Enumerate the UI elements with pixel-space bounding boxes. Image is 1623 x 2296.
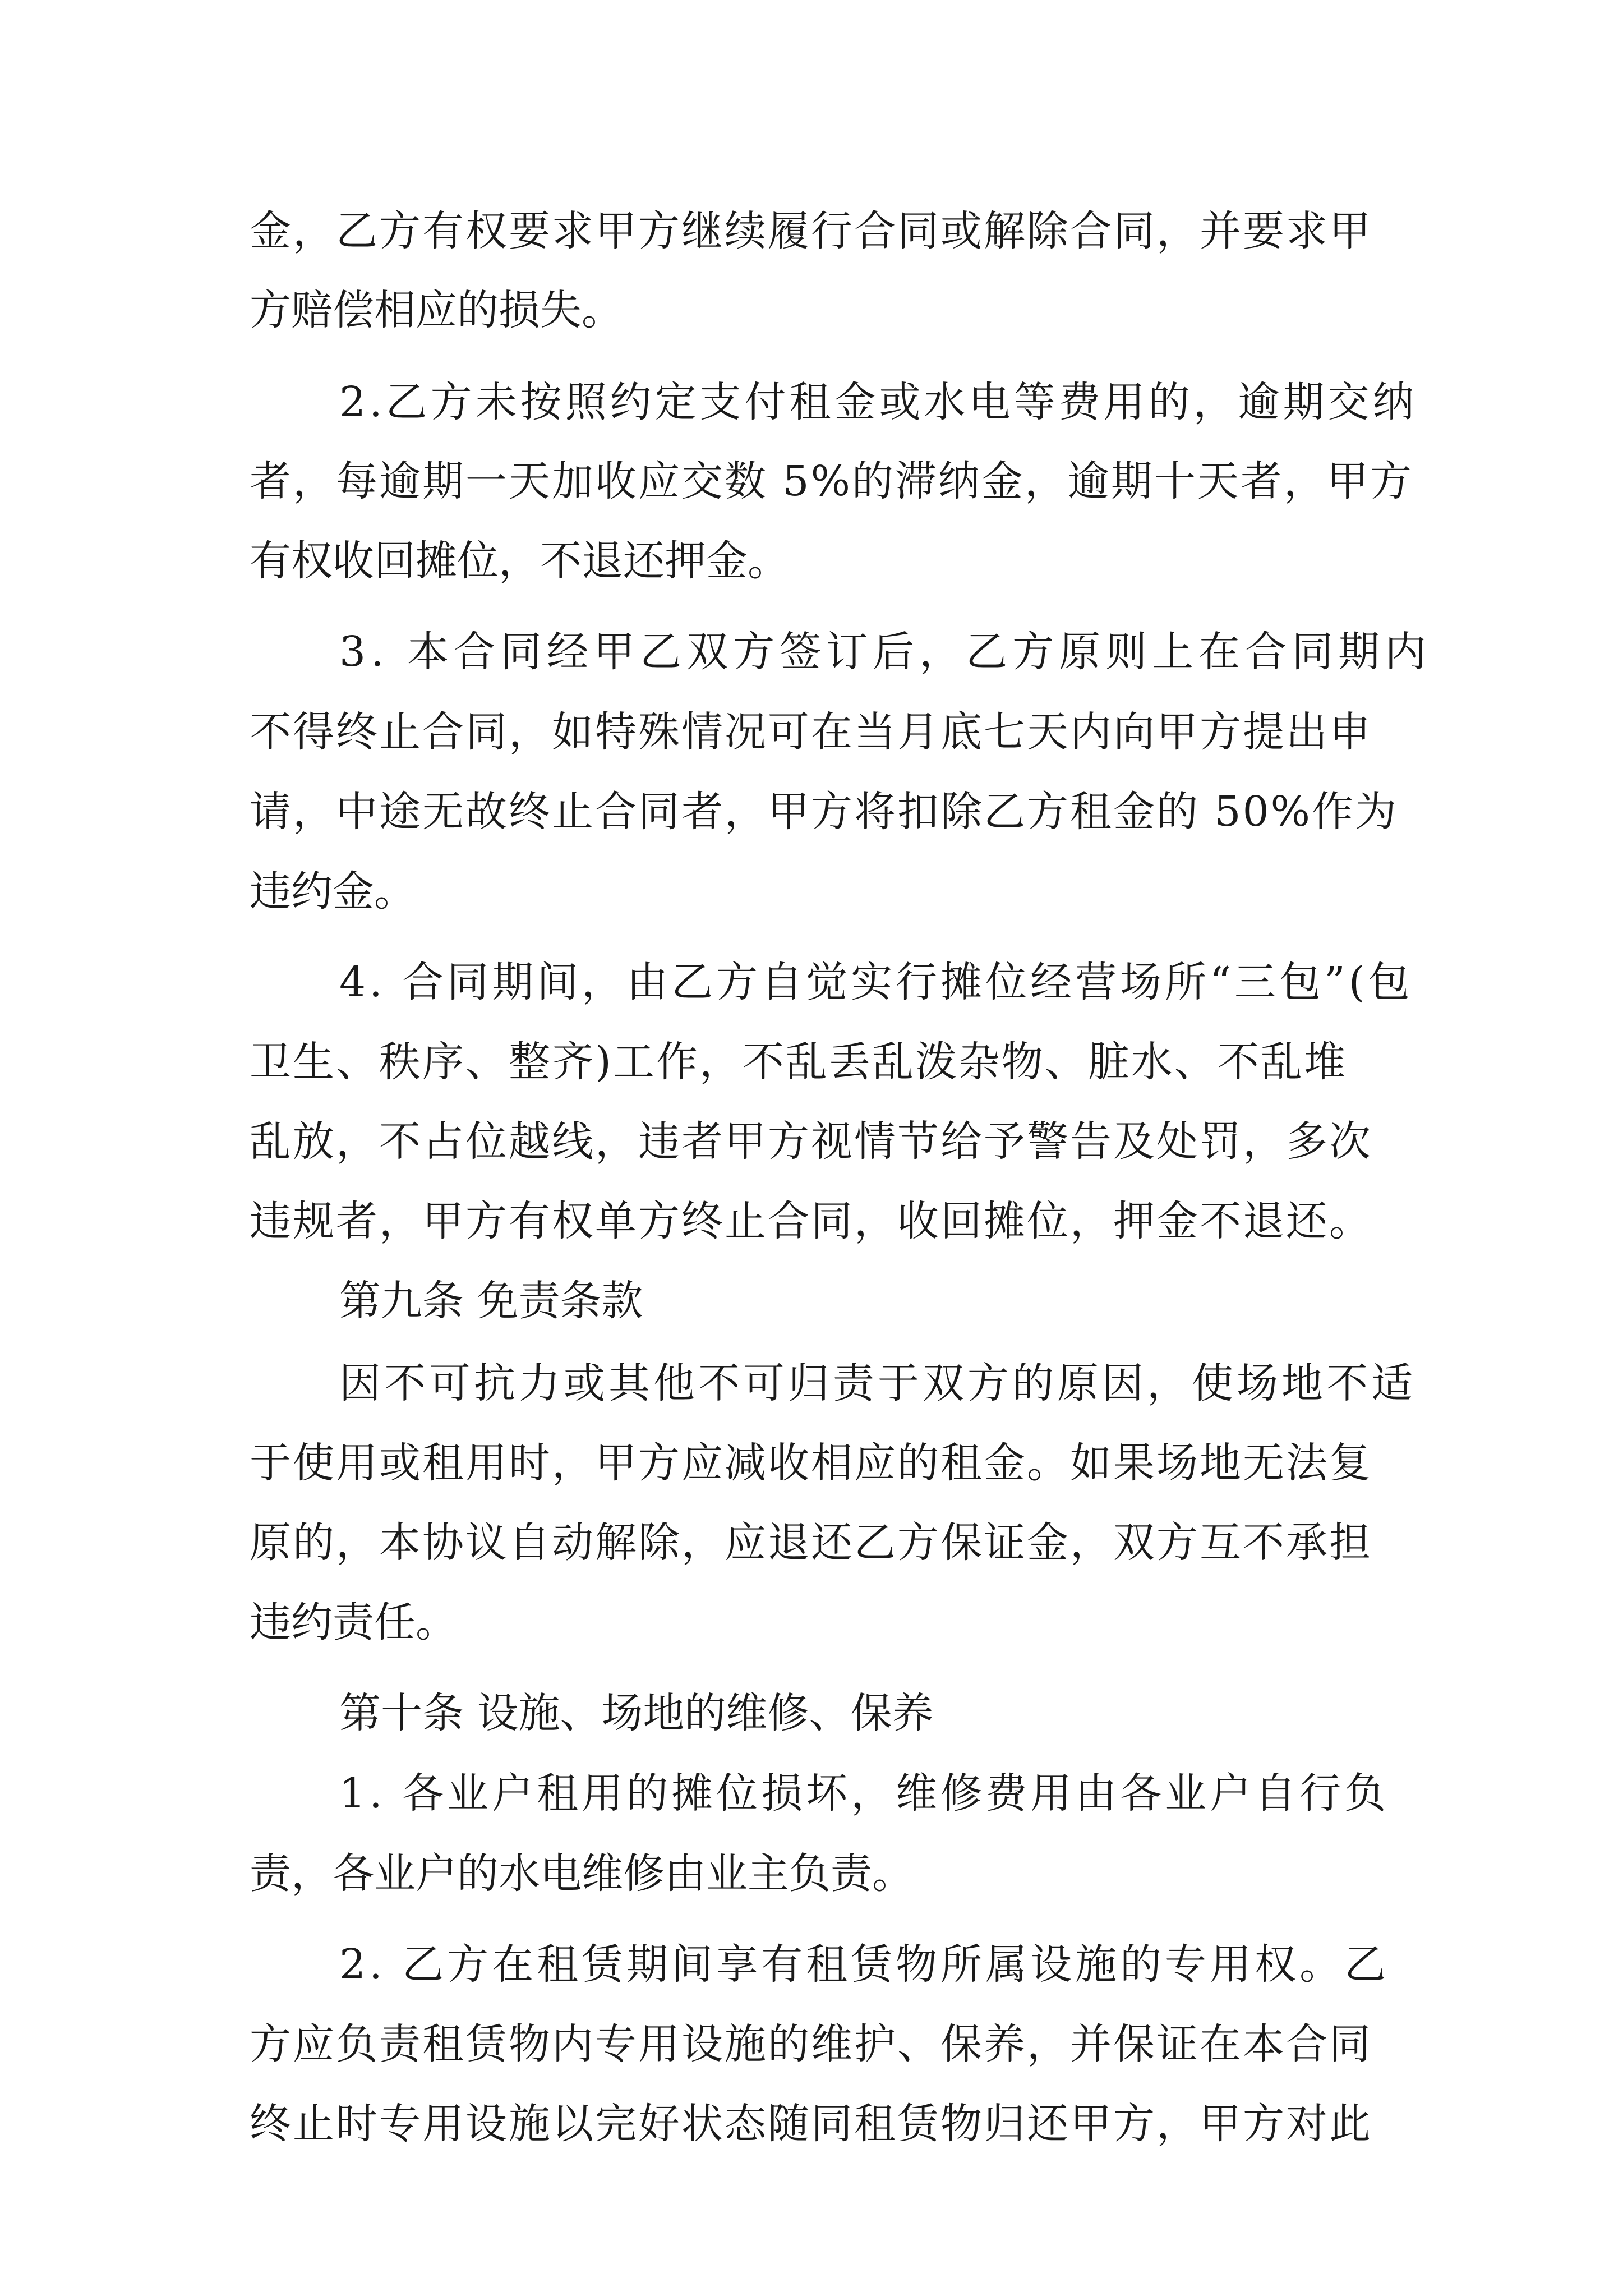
text-line: 者，每逾期一天加收应交数 5%的滞纳金，逾期十天者，甲方 bbox=[250, 457, 1413, 505]
text-line: 2.乙方未按照约定支付租金或水电等费用的，逾期交纳 bbox=[339, 378, 1418, 426]
text-line: 违规者，甲方有权单方终止合同，收回摊位，押金不退还。 bbox=[250, 1197, 1372, 1245]
text-line: 1. 各业户租用的摊位损坏，维修费用由各业户自行负 bbox=[339, 1769, 1390, 1818]
text-line: 于使用或租用时，甲方应减收相应的租金。如果场地无法复 bbox=[250, 1439, 1372, 1487]
text-line: 违约责任。 bbox=[250, 1598, 457, 1646]
text-line: 不得终止合同，如特殊情况可在当月底七天内向甲方提出申 bbox=[250, 708, 1372, 756]
text-line: 4. 合同期间，由乙方自觉实行摊位经营场所“三包”(包 bbox=[339, 958, 1413, 1006]
text-line: 2. 乙方在租赁期间享有租赁物所属设施的专用权。乙 bbox=[339, 1940, 1390, 1989]
text-line: 有权收回摊位，不退还押金。 bbox=[250, 537, 789, 585]
text-line: 3. 本合同经甲乙双方签订后，乙方原则上在合同期内 bbox=[339, 628, 1432, 676]
text-line: 方赔偿相应的损失。 bbox=[250, 286, 623, 334]
text-line: 责，各业户的水电维修由业主负责。 bbox=[250, 1849, 914, 1898]
text-line: 乱放，不占位越线，违者甲方视情节给予警告及处罚，多次 bbox=[250, 1117, 1372, 1166]
section-heading: 第九条 免责条款 bbox=[339, 1277, 643, 1325]
text-line: 请，中途无故终止合同者，甲方将扣除乙方租金的 50%作为 bbox=[250, 788, 1398, 836]
text-line: 原的，本协议自动解除，应退还乙方保证金，双方互不承担 bbox=[250, 1519, 1372, 1567]
text-line: 违约金。 bbox=[250, 867, 416, 915]
text-line: 终止时专用设施以完好状态随同租赁物归还甲方，甲方对此 bbox=[250, 2100, 1372, 2148]
text-line: 因不可抗力或其他不可归责于双方的原因，使场地不适 bbox=[339, 1359, 1416, 1407]
text-line: 卫生、秩序、整齐)工作，不乱丢乱泼杂物、脏水、不乱堆 bbox=[250, 1038, 1347, 1086]
text-line: 金，乙方有权要求甲方继续履行合同或解除合同，并要求甲 bbox=[250, 207, 1372, 255]
text-line: 方应负责租赁物内专用设施的维护、保养，并保证在本合同 bbox=[250, 2020, 1372, 2068]
section-heading: 第十条 设施、场地的维修、保养 bbox=[339, 1689, 934, 1737]
